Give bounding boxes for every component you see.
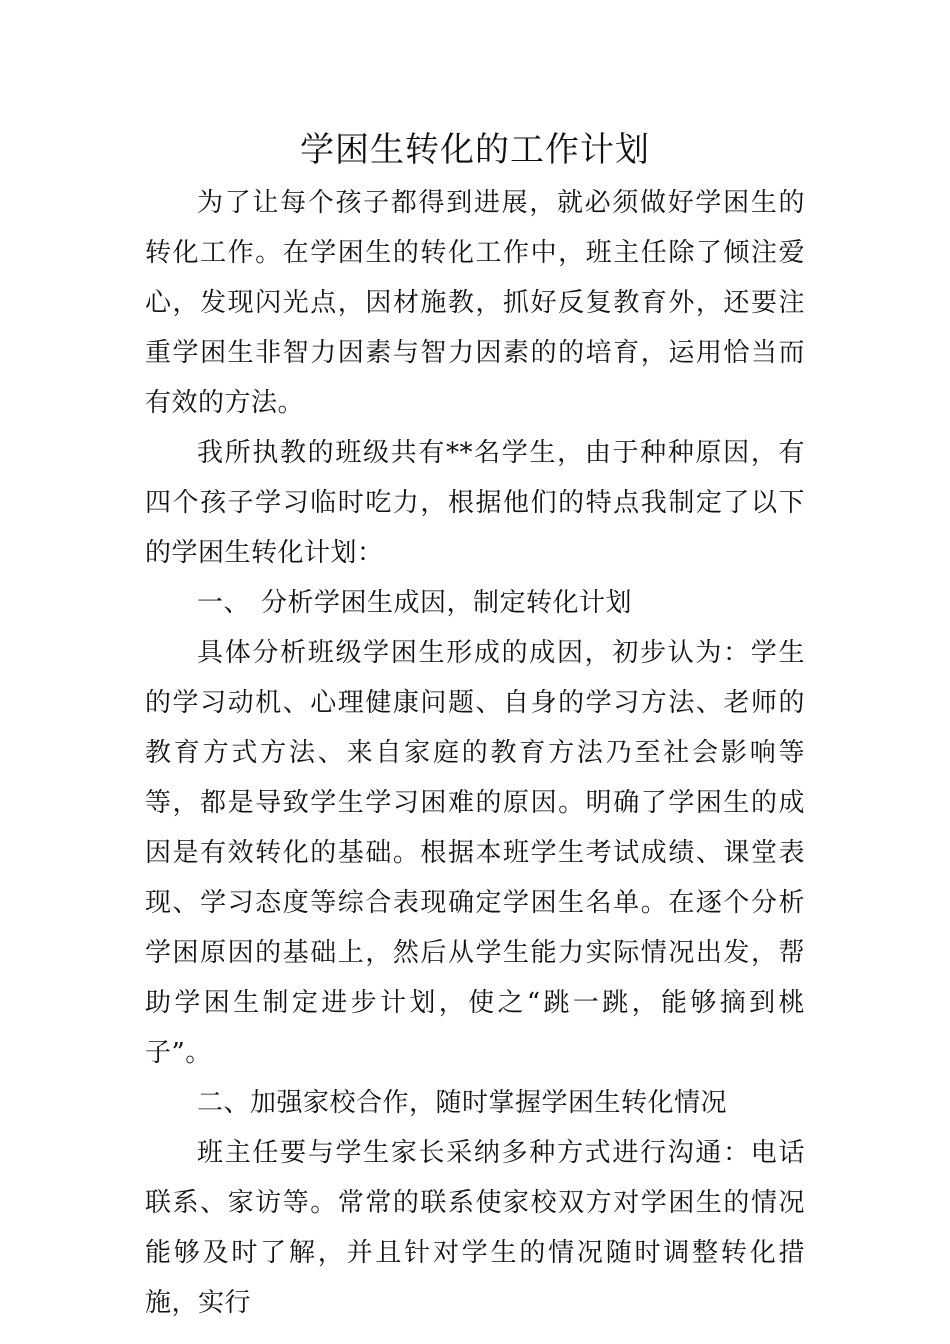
section-1-heading — [145, 578, 805, 628]
document-title: 学困生转化的工作计划 — [300, 130, 650, 170]
section-1-number: 一、 — [197, 588, 251, 618]
section-2-heading: 二、加强家校合作，随时掌握学困生转化情况 — [197, 1088, 728, 1118]
section-2-paragraph: 班主任要与学生家长采纳多种方式进行沟通：电话联系、家访等。常常的联系使家校双方对学困生的情况能够及时了解，并且针对学生的情况随时调整转化措施，实行 — [145, 1138, 805, 1318]
section-1-paragraph: 具体分析班级学困生形成的成因，初步认为：学生的学习动机、心理健康问题、自身的学习方法、老师的教育方式方法、来自家庭的教育方法乃至社会影响等等，都是导致学生学习困难的原因。明确了学困生的成因是有效转化的基础。根据本班学生考试成绩、课堂表现、学习态度等综合表现确定学困生名单。在逐个分析学困原因的基础上，然后从学生能力实际情况出发，帮助学困生制定进步计划，使之“跳一跳，能够摘到桃子”。 — [145, 638, 805, 1068]
class-overview-paragraph: 我所执教的班级共有**名学生，由于种种原因，有四个孩子学习临时吃力，根据他们的特点我制定了以下的学困生转化计划： — [145, 438, 805, 568]
intro-paragraph: 为了让每个孩子都得到进展，就必须做好学困生的转化工作。在学困生的转化工作中，班主任除了倾注爱心，发现闪光点，因材施教，抓好反复教育外，还要注重学困生非智力因素与智力因素的的培育，运用恰当而有效的方法。 — [145, 188, 805, 418]
section-1-heading-text: 分析学困生成因，制定转化计划 — [261, 588, 633, 618]
document-body — [145, 178, 805, 1328]
